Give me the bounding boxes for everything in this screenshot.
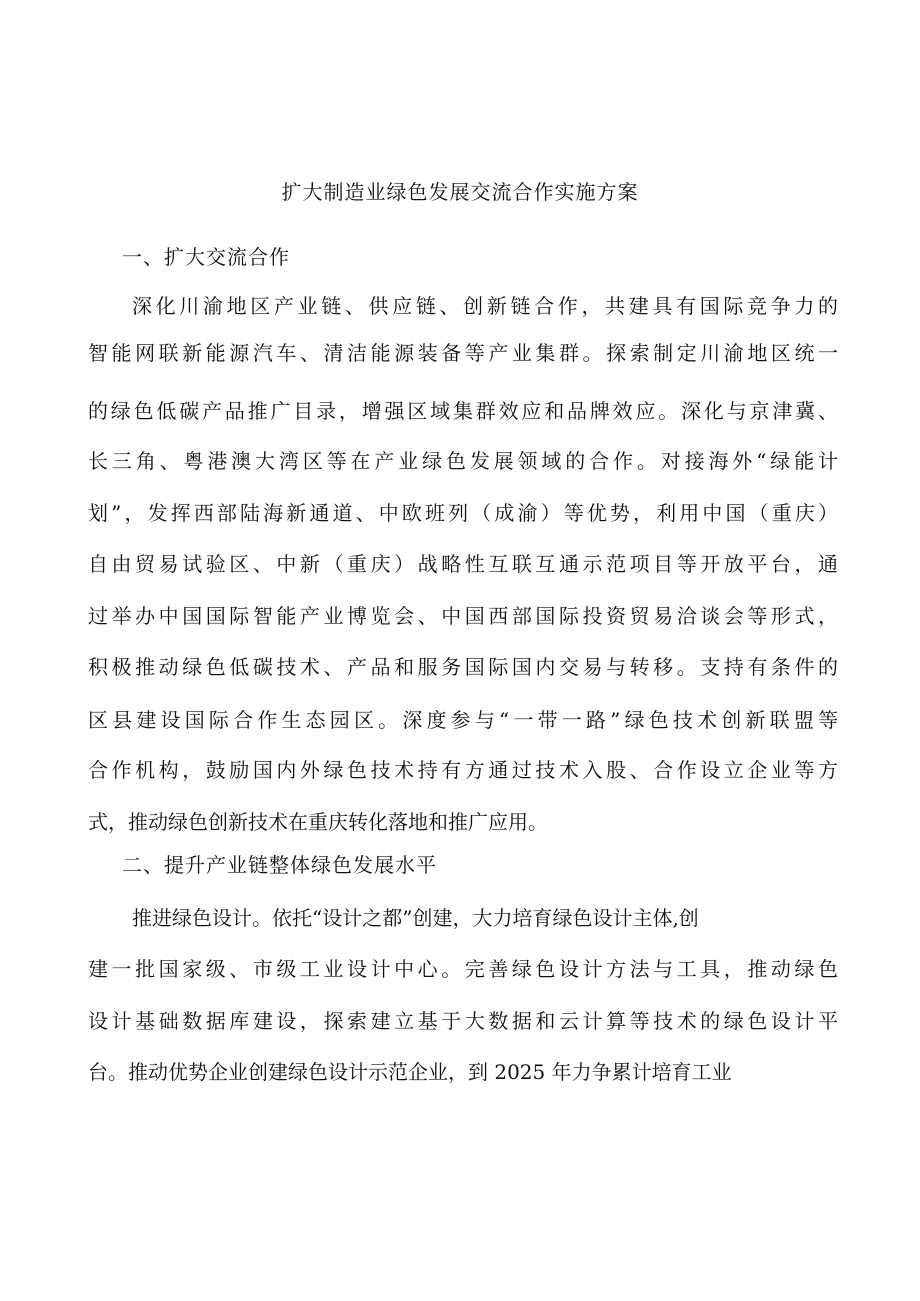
paragraph-line: 长三角、粤港澳大湾区等在产业绿色发展领域的合作。对接海外“绿能计	[88, 449, 838, 473]
paragraph-line: 积极推动绿色低碳技术、产品和服务国际国内交易与转移。支持有条件的	[88, 655, 838, 679]
paragraph-line: 区县建设国际合作生态园区。深度参与“一带一路”绿色技术创新联盟等	[88, 708, 838, 732]
paragraph-line: 的绿色低碳产品推广目录，增强区域集群效应和品牌效应。深化与京津冀、	[88, 399, 838, 423]
paragraph-line: 深化川渝地区产业链、供应链、创新链合作，共建具有国际竞争力的	[132, 294, 838, 318]
paragraph-line: 推进绿色设计。依托“设计之都”创建，大力培育绿色设计主体,创	[132, 906, 699, 930]
paragraph-line: 建一批国家级、市级工业设计中心。完善绿色设计方法与工具，推动绿色	[88, 957, 838, 981]
paragraph-line: 台。推动优势企业创建绿色设计示范企业，到 2025 年力争累计培育工业	[88, 1060, 732, 1084]
section-heading-2: 二、提升产业链整体绿色发展水平	[122, 853, 437, 877]
paragraph-line: 合作机构，鼓励国内外绿色技术持有方通过技术入股、合作设立企业等方	[88, 758, 838, 782]
paragraph-line: 式，推动绿色创新技术在重庆转化落地和推广应用。	[88, 810, 548, 834]
paragraph-line: 智能网联新能源汽车、清洁能源装备等产业集群。探索制定川渝地区统一	[88, 341, 838, 365]
paragraph-line: 自由贸易试验区、中新（重庆）战略性互联互通示范项目等开放平台，通	[88, 552, 838, 576]
paragraph-line: 划”，发挥西部陆海新通道、中欧班列（成渝）等优势，利用中国（重庆）	[88, 501, 838, 525]
section-heading-1: 一、扩大交流合作	[122, 245, 290, 269]
document-title: 扩大制造业绿色发展交流合作实施方案	[281, 180, 639, 204]
paragraph-line: 过举办中国国际智能产业博览会、中国西部国际投资贸易洽谈会等形式，	[88, 604, 838, 628]
paragraph-line: 设计基础数据库建设，探索建立基于大数据和云计算等技术的绿色设计平	[88, 1009, 838, 1033]
